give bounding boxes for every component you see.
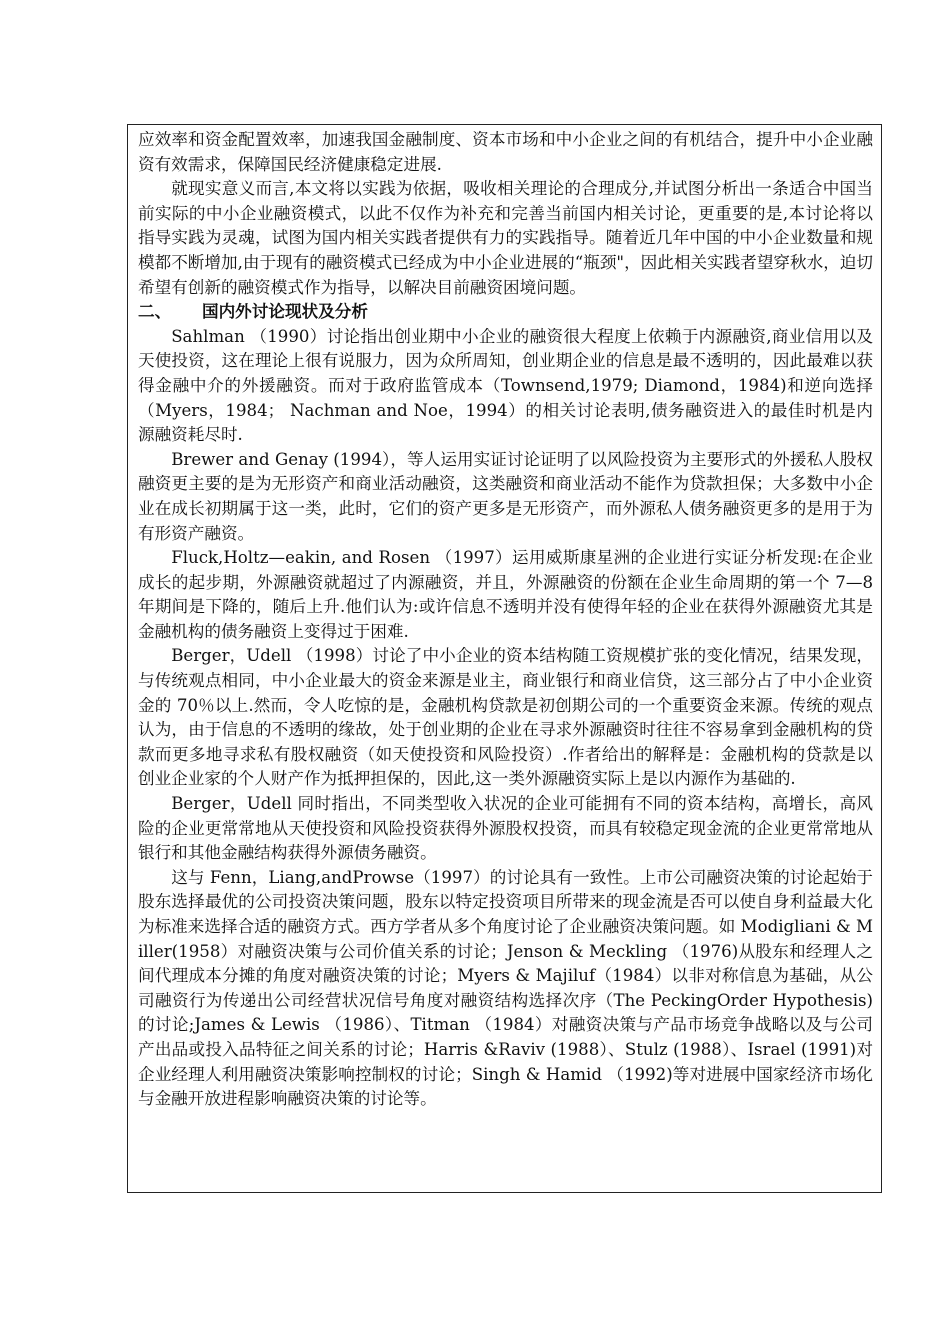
paragraph-continuation: 应效率和资金配置效率，加速我国金融制度、资本市场和中小企业之间的有机结合，提升中小企业融资有效需求，保障国民经济健康稳定进展. [138, 130, 873, 174]
paragraph-berger-udell-1998: Berger，Udell （1998）讨论了中小企业的资本结构随工资规模扩张的变化情况，结果发现，与传统观点相同，中小企业最大的资金来源是业主，商业银行和商业信贷，这三部分占了中小企业资金的 70％以上.然而，令人吃惊的是，金融机构贷款是初创期公司的一个重要资金来源。传统的观点认为，由于信息的不透明的缘故，处于创业期的企业在寻求外源融资时往往不容易拿到金融机构的贷款而更多地寻求私有股权融资（如天使投资和风险投资）.作者给出的解释是：金融机构的贷款是以创业企业家的个人财产作为抵押担保的，因此,这一类外源融资实际上是以内源作为基础的. [138, 646, 873, 789]
paragraph-practical-significance: 就现实意义而言,本文将以实践为依据，吸收相关理论的合理成分,并试图分析出一条适合中国当前实际的中小企业融资模式，以此不仅作为补充和完善当前国内相关讨论，更重要的是,本讨论将以指导实践为灵魂，试图为国内相关实践者提供有力的实践指导。随着近几年中国的中小企业数量和规模都不断增加,由于现有的融资模式已经成为中小企业进展的“瓶颈"，因此相关实践者望穿秋水，迫切希望有创新的融资模式作为指导，以解决目前融资困境问题。 [138, 179, 873, 297]
section-heading [138, 300, 873, 325]
paragraph-fenn-liang-prowse: 这与 Fenn，Liang,andProwse（1997）的讨论具有一致性。上市公司融资决策的讨论起始于股东选择最优的公司投资决策问题，股东以特定投资项目所带来的现金流是否可以使自身利益最大化为标准来选择合适的融资方式。西方学者从多个角度讨论了企业融资决策问题。如 Modigliani & Miller(1958）对融资决策与公司价值关系的讨论；Jenson & Meckling （1976)从股东和经理人之间代理成本分摊的角度对融资决策的讨论；Myers & Majiluf（1984）以非对称信息为基础，从公司融资行为传递出公司经营状况信号角度对融资结构选择次序（The PeckingOrder Hypothesis)的讨论;James & Lewis （1986）、Titman （1984）对融资决策与产品市场竞争战略以及与公司产出品或投入品特征之间关系的讨论；Harris &Raviv (1988）、Stulz (1988）、Israel (1991)对企业经理人利用融资决策影响控制权的讨论；Singh & Hamid （1992)等对进展中国家经济市场化与金融开放进程影响融资决策的讨论等。 [138, 867, 873, 1109]
paragraph-fluck: Fluck,Holtz—eakin, and Rosen （1997）运用威斯康星洲的企业进行实证分析发现:在企业成长的起步期，外源融资就超过了内源融资，并且，外源融资的份额在企业生命周期的第一个 7—8 年期间是下降的，随后上升.他们认为:或许信息不透明并没有使得年轻的企业在获得外源融资尤其是金融机构的债务融资上变得过于困难. [138, 548, 873, 641]
section-title: 国内外讨论现状及分析 [202, 302, 368, 322]
section-number: 二、 [138, 302, 172, 322]
document-table-cell [127, 124, 882, 1193]
paragraph-berger-udell-capital: Berger，Udell 同时指出，不同类型收入状况的企业可能拥有不同的资本结构，高增长，高风险的企业更常常地从天使投资和风险投资获得外源股权投资，而具有较稳定现金流的企业更常常地从银行和其他金融结构获得外源债务融资。 [138, 794, 873, 863]
paragraph-brewer-genay: Brewer and Genay (1994），等人运用实证讨论证明了以风险投资为主要形式的外援私人股权融资更主要的是为无形资产和商业活动融资，这类融资和商业活动不能作为贷款担保；大多数中小企业在成长初期属于这一类，此时，它们的资产更多是无形资产，而外源私人债务融资更多的是用于为有形资产融资。 [138, 449, 873, 543]
paragraph-sahlman: Sahlman （1990）讨论指出创业期中小企业的融资很大程度上依赖于内源融资,商业信用以及天使投资，这在理论上很有说服力，因为众所周知，创业期企业的信息是最不透明的，因此最难以获得金融中介的外援融资。而对于政府监管成本（Townsend,1979; Diamond，1984)和逆向选择（Myers，1984； Nachman and Noe，1994）的相关讨论表明,债务融资进入的最佳时机是内源融资耗尽时. [138, 326, 873, 445]
